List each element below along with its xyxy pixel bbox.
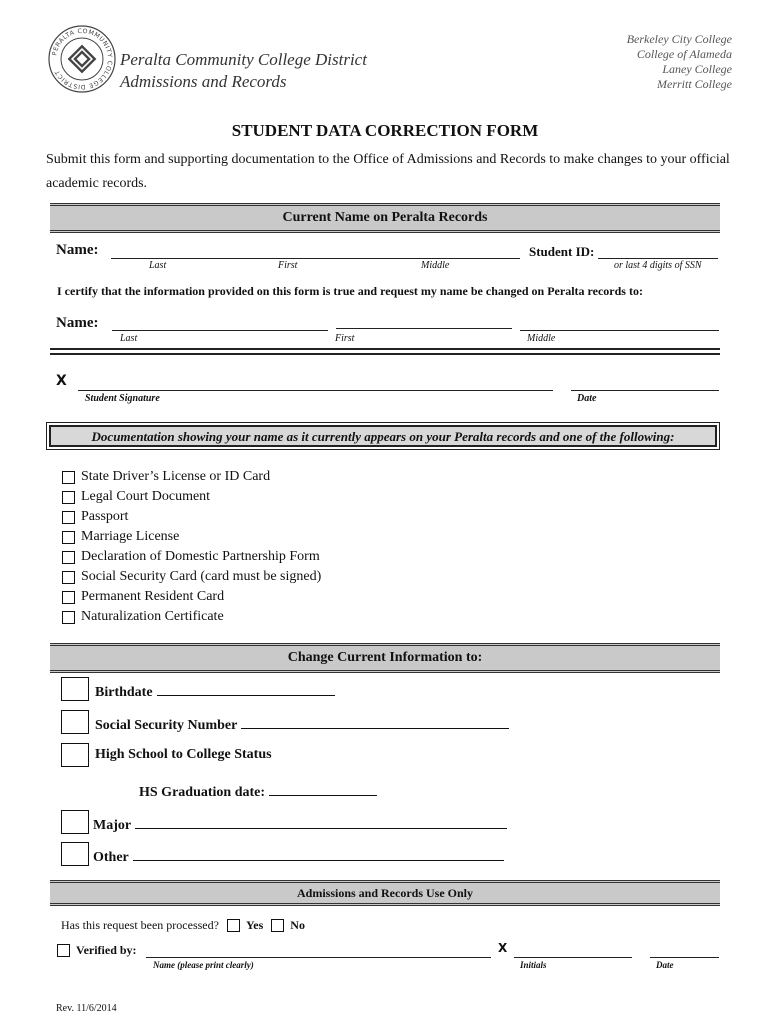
other-label: Other — [93, 850, 129, 865]
district-name: Peralta Community College District — [120, 50, 367, 69]
doc-option[interactable] — [62, 549, 320, 565]
office-name: Admissions and Records — [120, 72, 287, 91]
doc-option-label: Naturalization Certificate — [81, 609, 224, 624]
ssn-row — [95, 714, 509, 734]
birthdate-field[interactable] — [157, 681, 335, 696]
change-info-banner: Change Current Information to: — [50, 643, 720, 673]
birthdate-row — [95, 681, 335, 701]
doc-option-label: Permanent Resident Card — [81, 589, 225, 604]
college-name: Merritt College — [657, 77, 732, 91]
other-checkbox[interactable] — [61, 842, 89, 866]
hs-grad-row — [139, 781, 377, 801]
doc-option-label: Legal Court Document — [81, 489, 211, 504]
processed-question: Has this request been processed? — [61, 918, 219, 932]
other-row — [93, 846, 504, 866]
signature-caption: Student Signature — [85, 393, 160, 404]
processed-row — [61, 918, 305, 933]
student-id-label: Student ID: — [529, 244, 595, 259]
major-row — [93, 814, 507, 834]
verified-date-caption: Date — [656, 960, 674, 970]
new-last-caption: Last — [120, 333, 138, 344]
section-divider — [50, 348, 720, 355]
ssn-field[interactable] — [241, 714, 509, 729]
major-label: Major — [93, 818, 132, 833]
doc-option-label: Social Security Card (card must be signed) — [81, 569, 322, 584]
new-last-name-field[interactable] — [112, 330, 328, 331]
processed-no-label: No — [290, 918, 305, 932]
checkbox[interactable] — [62, 491, 75, 504]
initials-field[interactable] — [514, 957, 632, 958]
verified-date-field[interactable] — [650, 957, 719, 958]
initials-caption: Initials — [520, 960, 547, 970]
svg-text:PERALTA COMMUNITY COLLEGE DIST — [51, 28, 113, 90]
hs-status-checkbox[interactable] — [61, 743, 89, 767]
verified-name-caption: Name (please print clearly) — [153, 960, 254, 970]
doc-option[interactable] — [62, 469, 270, 485]
college-list — [627, 32, 732, 92]
processed-no-checkbox[interactable] — [271, 919, 284, 932]
new-middle-name-field[interactable] — [520, 330, 719, 331]
doc-option-label: Marriage License — [81, 529, 180, 544]
current-first-caption: First — [278, 260, 298, 271]
verified-checkbox[interactable] — [57, 944, 70, 957]
college-seal-logo — [47, 24, 117, 94]
current-name-label: Name: — [56, 242, 99, 258]
form-intro: Submit this form and supporting documentation to the Office of Admissions and Records to make changes to your official academic records. — [46, 152, 730, 191]
new-first-caption: First — [335, 333, 355, 344]
checkbox[interactable] — [62, 551, 75, 564]
new-middle-caption: Middle — [527, 333, 556, 344]
verified-row — [57, 943, 137, 958]
checkbox[interactable] — [62, 511, 75, 524]
ssn-checkbox[interactable] — [61, 710, 89, 734]
revision-date: Rev. 11/6/2014 — [56, 1003, 117, 1014]
checkbox[interactable] — [62, 611, 75, 624]
checkbox[interactable] — [62, 531, 75, 544]
college-name: Laney College — [662, 62, 732, 76]
current-name-banner: Current Name on Peralta Records — [50, 203, 720, 233]
verified-label: Verified by: — [76, 943, 137, 957]
doc-option-label: State Driver’s License or ID Card — [81, 469, 271, 484]
verified-name-field[interactable] — [146, 957, 491, 958]
signature-date-caption: Date — [577, 393, 597, 404]
new-first-name-field[interactable] — [336, 328, 512, 329]
seal-text: PERALTA COMMUNITY COLLEGE DISTRICT — [51, 27, 114, 91]
processed-yes-label: Yes — [245, 918, 264, 932]
checkbox[interactable] — [62, 591, 75, 604]
major-field[interactable] — [135, 814, 507, 829]
birthdate-label: Birthdate — [95, 685, 153, 700]
documentation-heading: Documentation showing your name as it currently appears on your Peralta records and one of the following: — [49, 425, 717, 447]
major-checkbox[interactable] — [61, 810, 89, 834]
other-field[interactable] — [133, 846, 504, 861]
current-middle-caption: Middle — [421, 260, 450, 271]
student-id-hint: or last 4 digits of SSN — [614, 260, 702, 271]
doc-option[interactable] — [62, 609, 224, 625]
doc-option[interactable] — [62, 589, 224, 605]
initials-x-mark: X — [498, 941, 508, 955]
hs-grad-label: HS Graduation date: — [139, 785, 266, 800]
checkbox[interactable] — [62, 471, 75, 484]
signature-field[interactable] — [78, 390, 553, 391]
new-name-label: Name: — [56, 315, 99, 331]
documentation-banner — [46, 422, 720, 450]
current-name-field[interactable] — [111, 258, 520, 259]
current-last-caption: Last — [149, 260, 167, 271]
signature-x-mark: X — [56, 373, 67, 389]
checkbox[interactable] — [62, 571, 75, 584]
hs-grad-field[interactable] — [269, 781, 377, 796]
ssn-label: Social Security Number — [95, 718, 238, 733]
doc-option[interactable] — [62, 489, 210, 505]
college-name: College of Alameda — [636, 47, 732, 61]
certify-statement: I certify that the information provided on this form is true and request my name be changed on Peralta records to: — [57, 284, 643, 298]
college-name: Berkeley City College — [626, 32, 732, 46]
hs-status-label: High School to College Status — [95, 747, 272, 762]
doc-option[interactable] — [62, 509, 128, 525]
office-use-banner: Admissions and Records Use Only — [50, 880, 720, 906]
birthdate-checkbox[interactable] — [61, 677, 89, 701]
processed-yes-checkbox[interactable] — [227, 919, 240, 932]
doc-option[interactable] — [62, 529, 179, 545]
doc-option-label: Passport — [81, 509, 129, 524]
doc-option[interactable] — [62, 569, 321, 585]
student-id-field[interactable] — [598, 258, 718, 259]
signature-date-field[interactable] — [571, 390, 719, 391]
doc-option-label: Declaration of Domestic Partnership Form — [81, 549, 320, 564]
form-title: STUDENT DATA CORRECTION FORM — [231, 121, 539, 140]
